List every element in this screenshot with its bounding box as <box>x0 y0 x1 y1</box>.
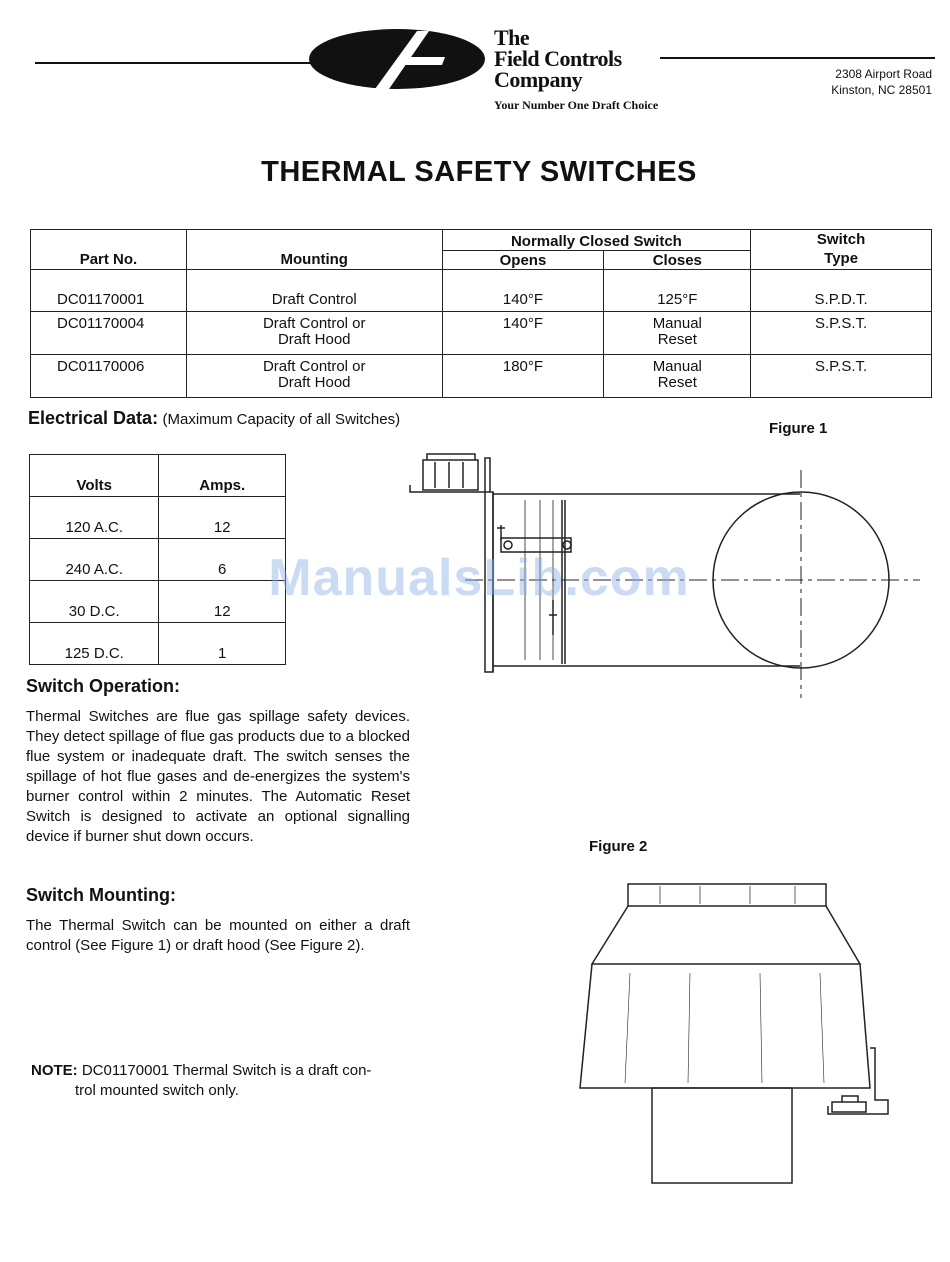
header-switch-type-line2: Type <box>824 250 859 267</box>
cell-closes-line1: Manual <box>652 358 702 375</box>
cell-closes-line1: Manual <box>652 315 702 332</box>
cell-amps: 6 <box>159 539 286 581</box>
header-closes: Closes <box>604 250 751 270</box>
cell-type: S.P.S.T. <box>751 312 932 355</box>
note-label: NOTE: <box>31 1062 78 1079</box>
company-name-line2: Field Controls <box>494 46 622 71</box>
header-rule-left <box>35 62 315 64</box>
cell-mounting: Draft Control <box>186 270 442 312</box>
note-line2: trol mounted switch only. <box>75 1082 239 1099</box>
address-line2: Kinston, NC 28501 <box>831 83 932 97</box>
table-row <box>30 497 286 539</box>
cell-opens: 140°F <box>442 312 604 355</box>
header-opens: Opens <box>442 250 604 270</box>
figure-2-draft-hood-icon <box>570 878 895 1188</box>
note <box>31 1061 416 1101</box>
cell-volts: 30 D.C. <box>30 581 159 623</box>
table-row <box>30 623 286 665</box>
electrical-data-heading <box>28 408 400 429</box>
cell-closes <box>604 355 751 398</box>
company-name-line3: Company <box>494 67 583 92</box>
cell-volts: 120 A.C. <box>30 497 159 539</box>
cell-closes-line2: Reset <box>657 374 697 391</box>
cell-mounting <box>186 355 442 398</box>
table-row <box>31 355 932 398</box>
address-line1: 2308 Airport Road <box>835 67 932 81</box>
cell-mounting-line1: Draft Control or <box>262 315 366 332</box>
electrical-subheading: (Maximum Capacity of all Switches) <box>162 411 401 428</box>
cell-mounting-line2: Draft Hood <box>277 331 351 348</box>
page-title: THERMAL SAFETY SWITCHES <box>261 156 697 188</box>
switch-operation-text: Thermal Switches are flue gas spillage safety devices. They detect spillage of flue gas products due to a blocked flue system or inadequate draft. The switch senses the spillage of hot flue gases and de-energizes the system's burner control within 2 minutes. The Automatic Reset Switch is designed to activate an optional signalling device if burner shut down occurs. <box>26 708 410 845</box>
header-amps: Amps. <box>159 455 286 497</box>
cell-volts: 125 D.C. <box>30 623 159 665</box>
cell-part-no: DC01170004 <box>31 312 187 355</box>
company-logo-icon <box>305 27 490 92</box>
watermark: ManualsLib.com <box>268 549 690 607</box>
figure-1-label: Figure 1 <box>769 420 828 437</box>
cell-mounting <box>186 312 442 355</box>
cell-opens: 180°F <box>442 355 604 398</box>
cell-amps: 12 <box>159 581 286 623</box>
company-name <box>494 27 622 90</box>
cell-volts: 240 A.C. <box>30 539 159 581</box>
cell-amps: 12 <box>159 497 286 539</box>
parts-table <box>30 229 932 398</box>
company-address <box>831 66 932 98</box>
cell-opens: 140°F <box>442 270 604 312</box>
cell-closes <box>604 312 751 355</box>
cell-type: S.P.D.T. <box>751 270 932 312</box>
header-switch-type <box>751 230 932 270</box>
cell-mounting-line1: Draft Control or <box>262 358 366 375</box>
switch-mounting-heading: Switch Mounting: <box>26 885 176 905</box>
header-mounting: Mounting <box>186 230 442 270</box>
company-name-line1: The <box>494 25 530 50</box>
header-part-no: Part No. <box>31 230 187 270</box>
switch-mounting-text: The Thermal Switch can be mounted on either a draft control (See Figure 1) or draft hood (See Figure 2). <box>26 917 410 954</box>
cell-closes-line2: Reset <box>657 331 697 348</box>
electrical-heading: Electrical Data: <box>28 408 159 428</box>
table-row <box>31 312 932 355</box>
note-line1: DC01170001 Thermal Switch is a draft con- <box>81 1062 372 1079</box>
header-switch-type-line1: Switch <box>816 231 866 248</box>
header-normally-closed: Normally Closed Switch <box>442 230 751 251</box>
header-rule-right <box>660 57 935 59</box>
cell-amps: 1 <box>159 623 286 665</box>
cell-part-no: DC01170001 <box>31 270 187 312</box>
header-volts: Volts <box>30 455 159 497</box>
cell-type: S.P.S.T. <box>751 355 932 398</box>
switch-operation-heading: Switch Operation: <box>26 676 181 696</box>
figure-2-label: Figure 2 <box>589 838 648 855</box>
table-row <box>31 270 932 312</box>
cell-closes: 125°F <box>604 270 751 312</box>
cell-part-no: DC01170006 <box>31 355 187 398</box>
tagline: Your Number One Draft Choice <box>494 98 659 112</box>
cell-mounting-line2: Draft Hood <box>277 374 351 391</box>
